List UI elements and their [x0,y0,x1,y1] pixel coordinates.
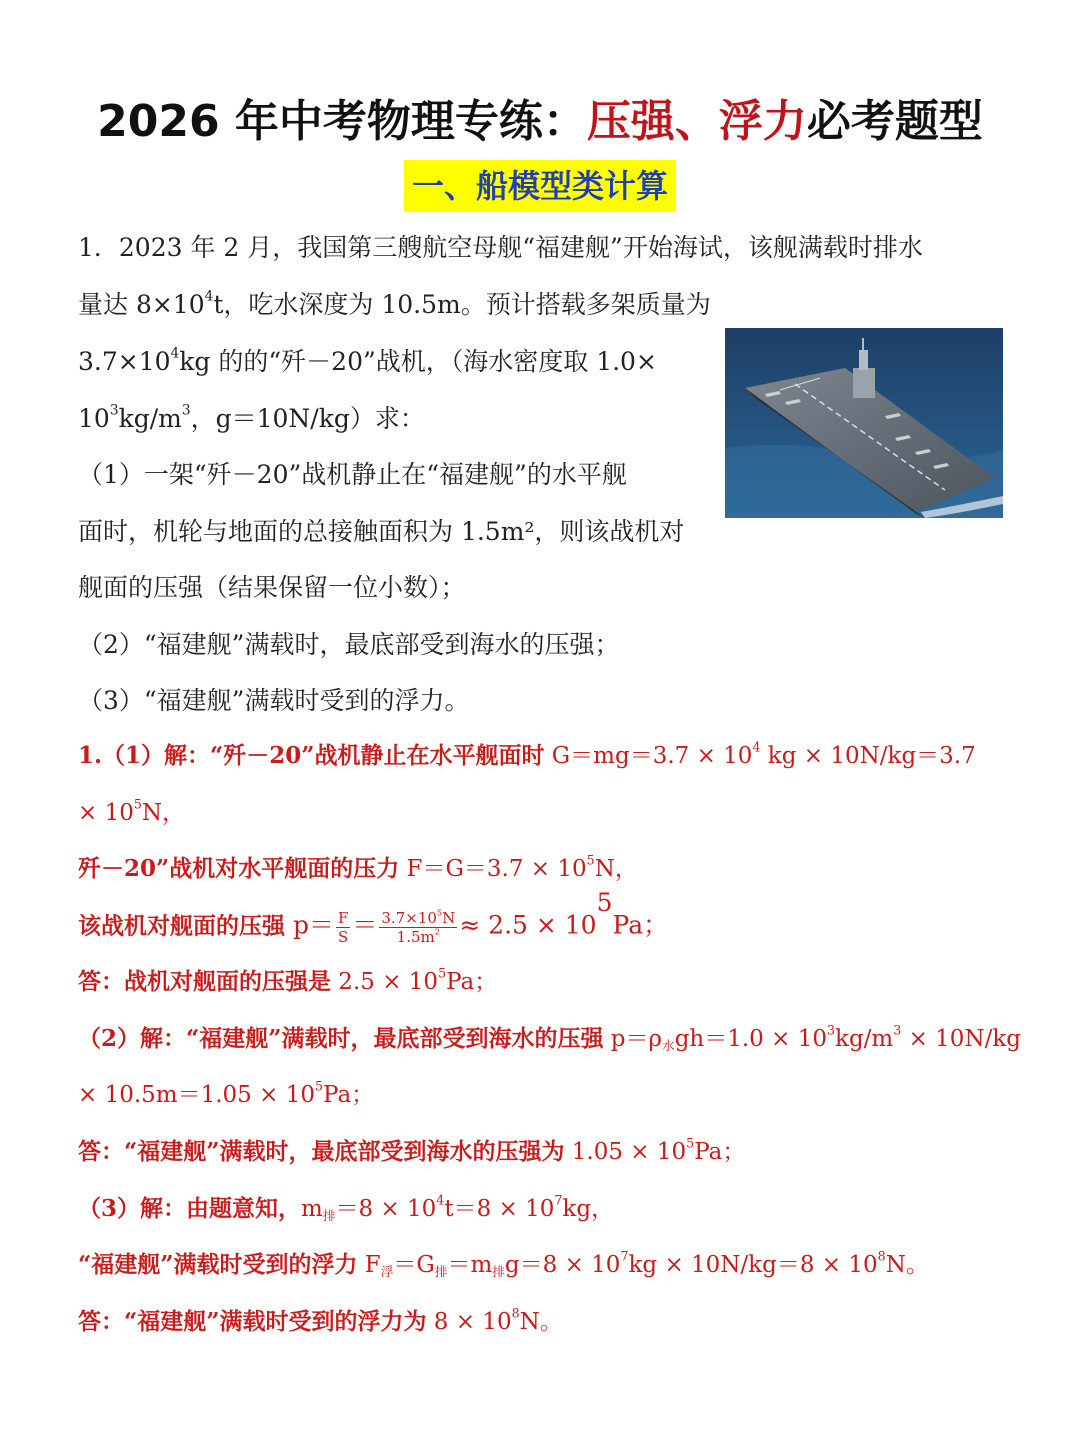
question-line: 面时，机轮与地面的总接触面积为 1.5m²，则该战机对 [78,517,685,546]
question-line: （3）“福建舰”满载时受到的浮力。 [78,686,470,715]
answer-line: 1.（1）解：“歼－20”战机静止在水平舰面时 $G=mg=3.7 \times 10^4$ kg × 10N/kg＝3.7 [78,739,976,769]
answer-line: 答：战机对舰面的压强是 $2.5 \times 10^5Pa$； [78,965,498,995]
title-highlight: 压强、浮力 [586,96,807,147]
answer-line: × $10.5m=1.05 \times 10^5Pa$； [78,1078,375,1108]
fraction: $\frac{3.7\times 10^5N}{1.5m^2}$ [381,907,456,946]
question-line: （2）“福建舰”满载时，最底部受到海水的压强； [78,630,620,659]
answer-line: 歼－20”战机对水平舰面的压力 $F=G=3.7 \times 10^5N$， [78,852,638,882]
question-line: $10^3kg/m^3$，g＝10N/kg）求： [78,402,425,433]
question-line: 1．2023 年 2 月，我国第三艘航空母舰“福建舰”开始海试，该舰满载时排水 [78,233,923,262]
answer-line: 答：“福建舰”满载时受到的浮力为 $8 \times 10^8N$。 [78,1305,563,1335]
answer-line: “福建舰”满载时受到的浮力 $F_浮=G_排=m_排g=8 \times 10^7kg \times 10N/kg=8 \times 10^8N$。 [78,1248,929,1279]
answer-line: 该战机对舰面的压强 p＝ $\frac{F}{S}$ ＝ $\frac{3.7\times 10^5N}{1.5m^2}$ ≈ $2.5 \times 10^5Pa$； [78,888,669,946]
question-line: $3.7\times 10^4kg$ 的的“歼－20”战机，（海水密度取 1.0× [78,345,657,376]
question-line: 量达 $8\times 10^4t$，吃水深度为 10.5m。预计搭载多架质量为 [78,288,711,319]
aircraft-carrier-image [725,328,1003,518]
section-heading: 一、船模型类计算 [404,160,676,212]
answer-line: 答：“福建舰”满载时，最底部受到海水的压强为 $1.05 \times 10^5Pa$； [78,1135,746,1165]
fraction: $\frac{F}{S}$ [337,909,349,946]
page-title: 2026 年中考物理专练：压强、浮力必考题型 [97,96,983,147]
answer-line: × $10^5N$， [78,796,186,826]
answer-line: （3）解：由题意知，$m_排=8 \times 10^4t=8 \times 10^7kg$， [78,1192,615,1223]
answer-line: （2）解：“福建舰”满载时，最底部受到海水的压强 $p=\rho_水gh=1.0 \times 10^3kg/m^3 \times 10N/kg$ [78,1022,1021,1053]
question-line: 舰面的压强（结果保留一位小数）； [78,573,466,602]
question-line: （1）一架“歼－20”战机静止在“福建舰”的水平舰 [78,460,627,489]
